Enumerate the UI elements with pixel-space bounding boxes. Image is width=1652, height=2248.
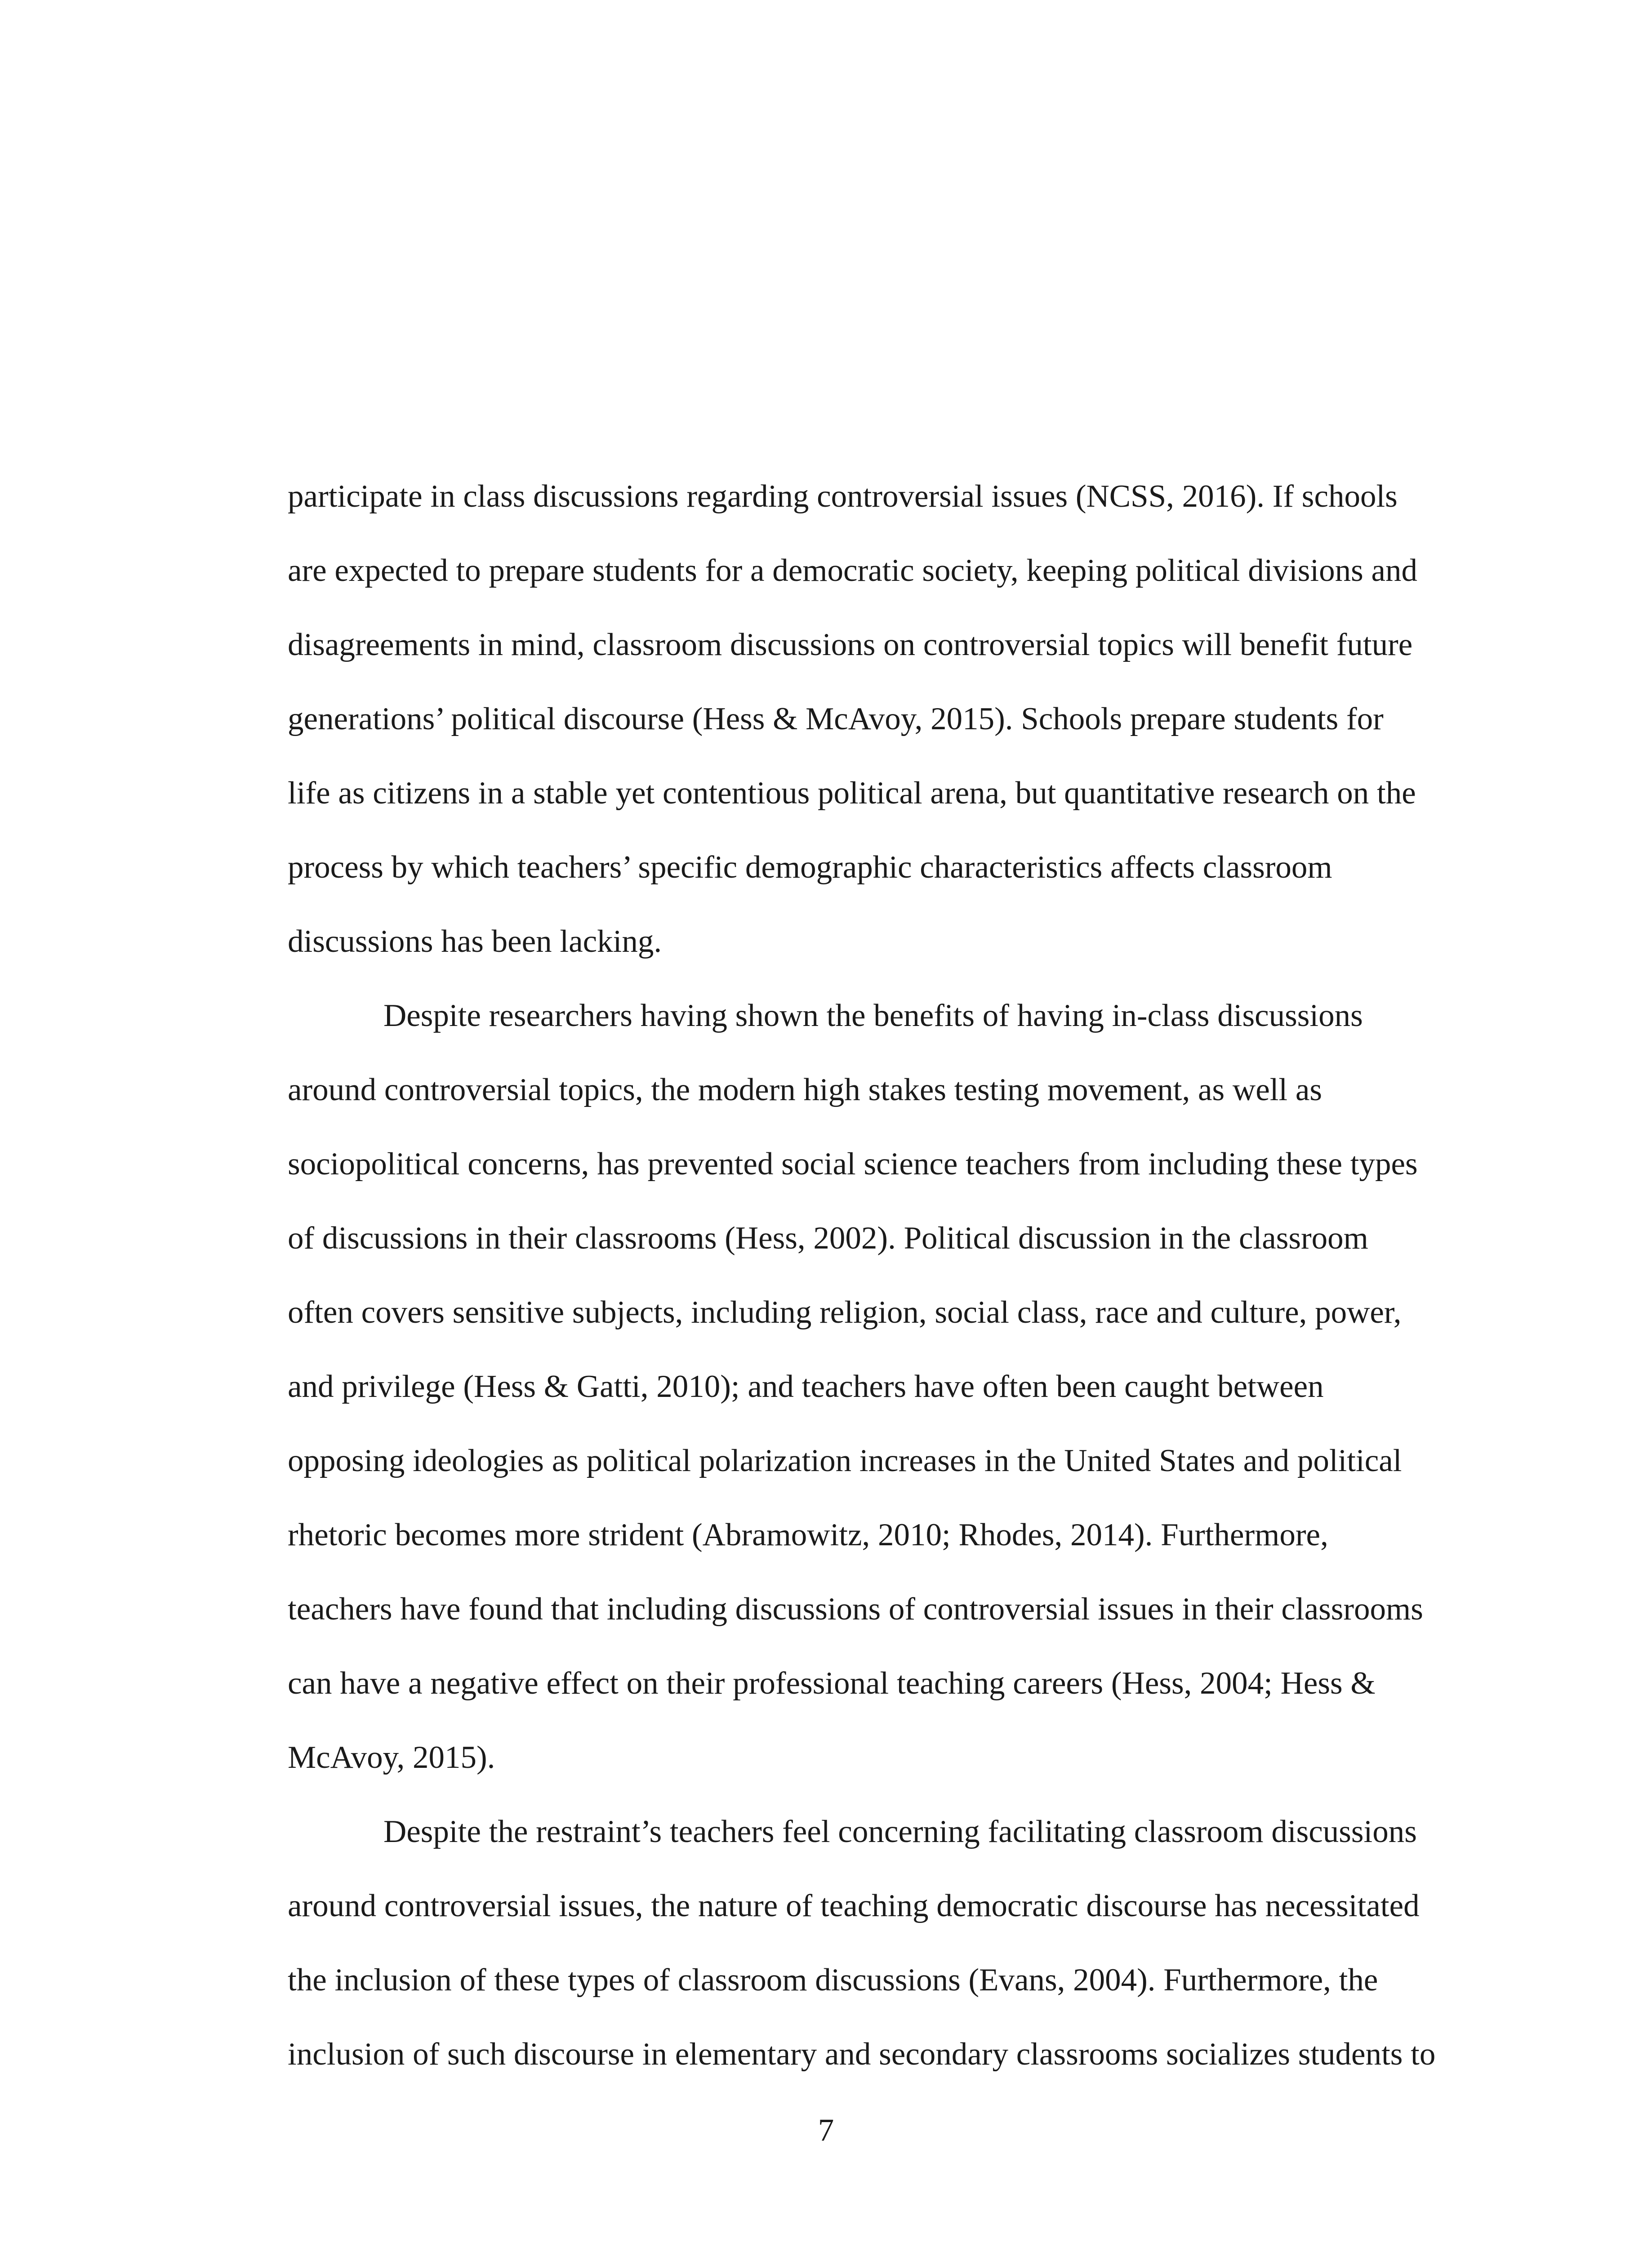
text-line: can have a negative effect on their professional teaching careers (Hess, 2004; Hess & <box>288 1666 1376 1701</box>
paragraph-first-line: Despite researchers having shown the benefits of having in-class discussions <box>383 998 1363 1033</box>
text-line: of discussions in their classrooms (Hess, 2002). Political discussion in the classroom <box>288 1221 1368 1256</box>
text-line: participate in class discussions regarding controversial issues (NCSS, 2016). If schools <box>288 479 1398 514</box>
text-line: sociopolitical concerns, has prevented social science teachers from including these types <box>288 1146 1418 1182</box>
text-line: around controversial issues, the nature of teaching democratic discourse has necessitated <box>288 1888 1420 1923</box>
text-line: rhetoric becomes more strident (Abramowitz, 2010; Rhodes, 2014). Furthermore, <box>288 1517 1328 1552</box>
text-line: McAvoy, 2015). <box>288 1740 495 1775</box>
page-number: 7 <box>818 2113 834 2148</box>
text-line: discussions has been lacking. <box>288 924 662 959</box>
text-line: are expected to prepare students for a democratic society, keeping political divisions and <box>288 553 1418 588</box>
text-line: opposing ideologies as political polarization increases in the United States and political <box>288 1443 1402 1478</box>
text-line: the inclusion of these types of classroom discussions (Evans, 2004). Furthermore, the <box>288 1963 1378 1998</box>
text-line: and privilege (Hess & Gatti, 2010); and teachers have often been caught between <box>288 1369 1324 1404</box>
text-line: process by which teachers’ specific demographic characteristics affects classroom <box>288 850 1332 885</box>
text-line: disagreements in mind, classroom discussions on controversial topics will benefit future <box>288 627 1413 662</box>
text-line: generations’ political discourse (Hess & McAvoy, 2015). Schools prepare students for <box>288 701 1384 736</box>
text-line: life as citizens in a stable yet contentious political arena, but quantitative research on the <box>288 776 1416 811</box>
paragraph-first-line: Despite the restraint’s teachers feel concerning facilitating classroom discussions <box>383 1814 1417 1849</box>
text-line: often covers sensitive subjects, including religion, social class, race and culture, power, <box>288 1295 1402 1330</box>
body-text <box>288 459 1447 2092</box>
text-line: inclusion of such discourse in elementary and secondary classrooms socializes students to <box>288 2037 1436 2072</box>
text-line: around controversial topics, the modern high stakes testing movement, as well as <box>288 1072 1322 1107</box>
text-line: teachers have found that including discussions of controversial issues in their classrooms <box>288 1592 1423 1627</box>
